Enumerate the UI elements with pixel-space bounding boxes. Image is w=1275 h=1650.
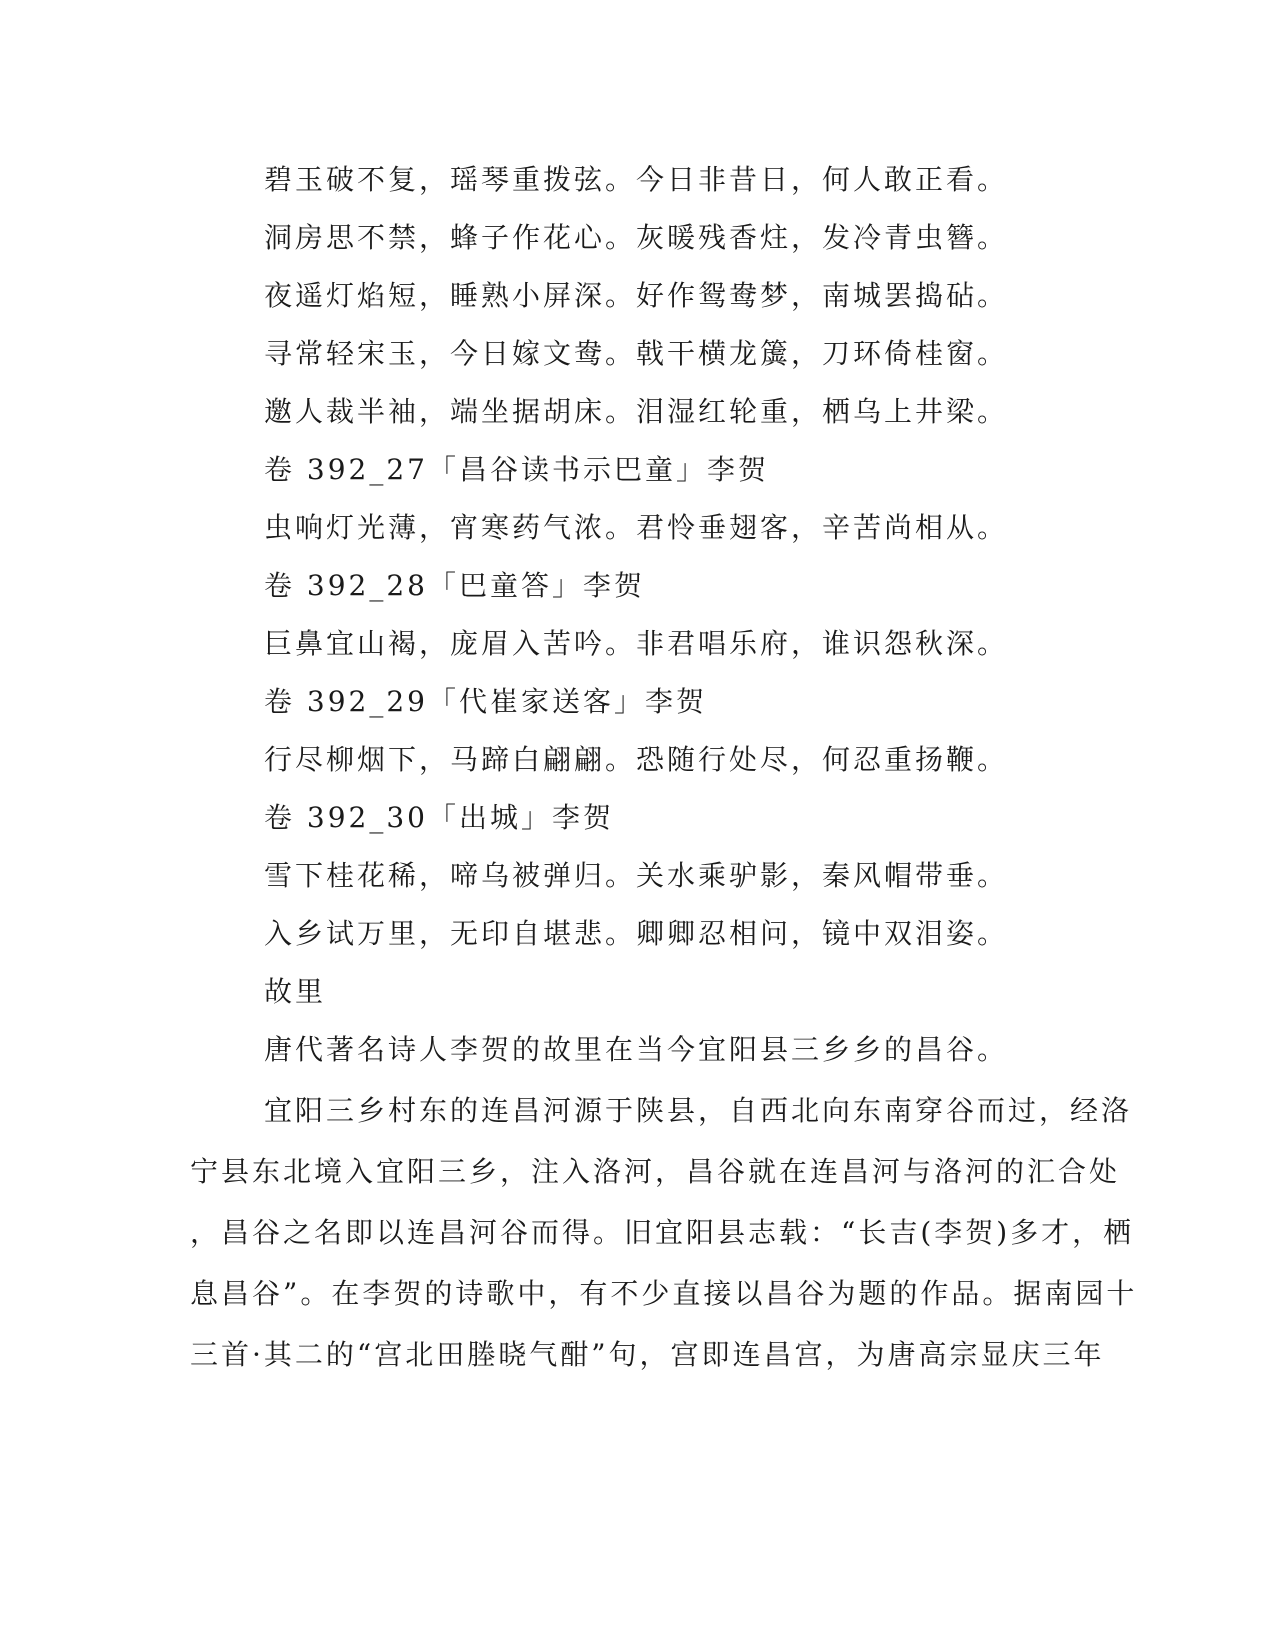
poem-line: 寻常轻宋玉，今日嫁文鸯。戟干横龙簴，刀环倚桂窗。 [264,337,1009,370]
poem-line: 碧玉破不复，瑶琴重拨弦。今日非昔日，何人敢正看。 [264,163,1009,196]
poem-heading: 卷 392_27「昌谷读书示巴童」李贺 [264,453,769,486]
section-heading: 故里 [264,975,327,1008]
poem-heading: 卷 392_28「巴童答」李贺 [264,569,645,602]
poem-line: 巨鼻宜山褐，庞眉入苦吟。非君唱乐府，谁识怨秋深。 [264,627,1009,660]
paragraph-line: ，昌谷之名即以连昌河谷而得。旧宜阳县志载：“长吉(李贺)多才，栖 [190,1216,1135,1249]
poem-line: 入乡试万里，无印自堪悲。卿卿忍相问，镜中双泪姿。 [264,917,1009,950]
poem-line: 行尽柳烟下，马蹄白翩翩。恐随行处尽，何忍重扬鞭。 [264,743,1009,776]
paragraph-line: 三首·其二的“宫北田塍晓气酣”句，宫即连昌宫，为唐高宗显庆三年 [190,1338,1105,1371]
paragraph-line: 宁县东北境入宜阳三乡，注入洛河，昌谷就在连昌河与洛河的汇合处 [190,1155,1121,1188]
poem-heading: 卷 392_29「代崔家送客」李贺 [264,685,707,718]
poem-line: 夜遥灯焰短，睡熟小屏深。好作鸳鸯梦，南城罢捣砧。 [264,279,1009,312]
poem-line: 邀人裁半袖，端坐据胡床。泪湿红轮重，栖乌上井梁。 [264,395,1009,428]
intro-sentence: 唐代著名诗人李贺的故里在当今宜阳县三乡乡的昌谷。 [264,1033,1009,1066]
poem-line: 虫响灯光薄，宵寒药气浓。君怜垂翅客，辛苦尚相从。 [264,511,1009,544]
paragraph-line: 宜阳三乡村东的连昌河源于陕县，自西北向东南穿谷而过，经洛 [264,1094,1133,1127]
paragraph-line: 息昌谷”。在李贺的诗歌中，有不少直接以昌谷为题的作品。据南园十 [190,1277,1138,1310]
poem-line: 洞房思不禁，蜂子作花心。灰暖残香炷，发冷青虫簪。 [264,221,1009,254]
poem-heading: 卷 392_30「出城」李贺 [264,801,614,834]
poem-line: 雪下桂花稀，啼乌被弹归。关水乘驴影，秦风帽带垂。 [264,859,1009,892]
